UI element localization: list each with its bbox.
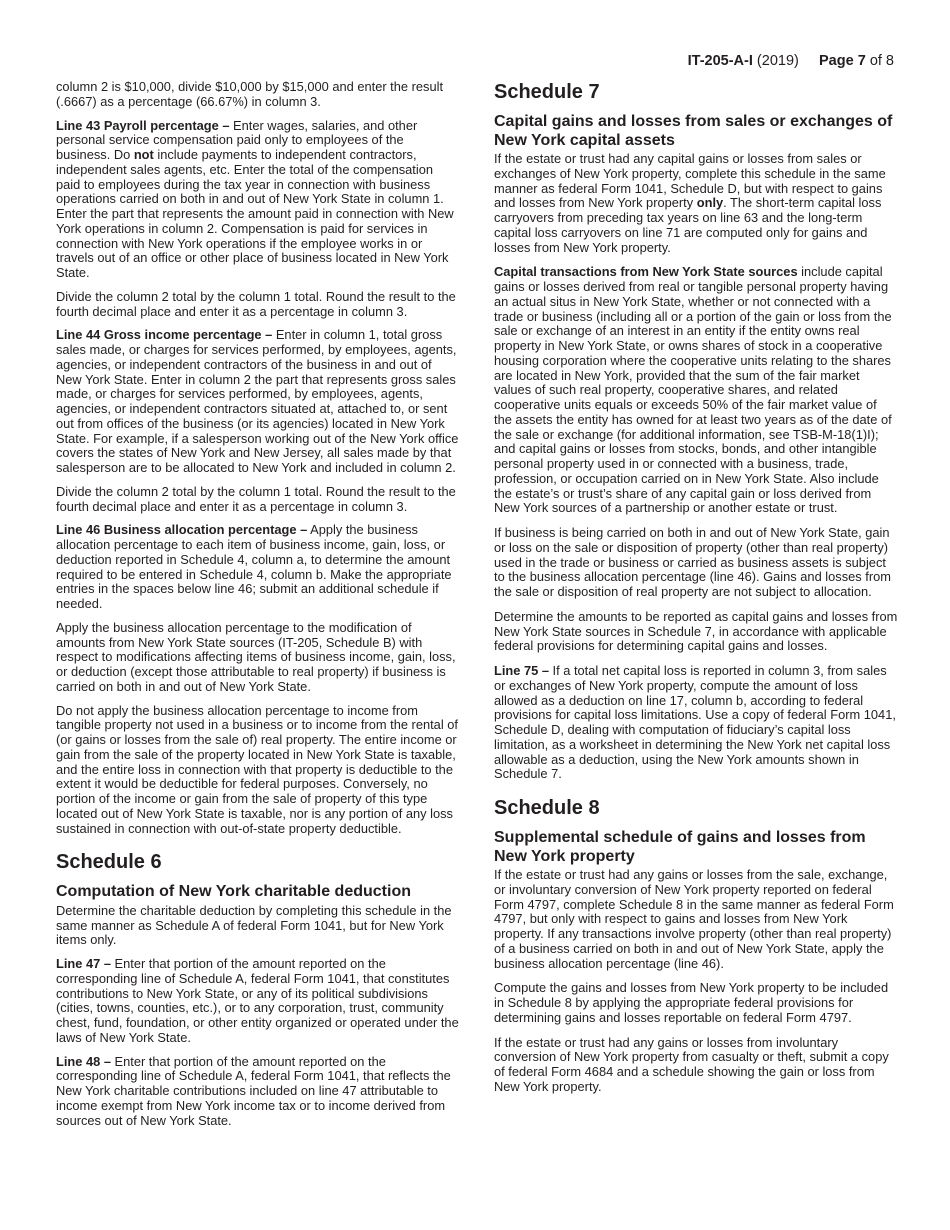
line75-label: Line 75 – — [494, 663, 549, 678]
divide-paragraph-1: Divide the column 2 total by the column 1 total. Round the result to the fourth decimal place and enter it as a percentage in column 3. — [56, 288, 456, 319]
line44-paragraph: Line 44 Gross income percentage – Enter in column 1, total gross sales made, or charges for services performed, by employees, agents, agencies, or independent contractors of the business in and out of New York State. Enter in column 2 the part that represents gross sales made, or charges for services performed, by employees, agents, agencies, or independent contractors situated at, attached to, or sent out from offices of the business (or its agencies) located in New York State. For example, if a salesperson working out of the New York office covers the states of New York and New Jersey, all sales made by that salesperson are to be allocated to New York and included in column 2. — [56, 327, 459, 475]
line43-paragraph: Line 43 Payroll percentage – Enter wages, salaries, and other personal service compensation paid only to employees of the business. Do not include payments to independent contractors, independent sales agents, etc. Enter the total of the compensation paid to employees during the tax year in connection with business operations carried on both in and out of New York State in column 1. Enter the part that represents the amount paid in connection with New York operations in column 2. Compensation is paid for services in connection with New York operations if the employee works in or travels out of an office or other place of business located in New York State. — [56, 117, 454, 280]
compute-paragraph: Compute the gains and losses from New York property to be included in Schedule 8 by applying the appropriate federal provisions for determining gains and losses reportable on federal Form 4797. — [494, 980, 889, 1025]
line47-paragraph: Line 47 – Enter that portion of the amount reported on the corresponding line of Schedule A, federal Form 1041, that constitutes contributions to New York State, or any of its political subdivisions (cities, towns, counties, etc.), or to any corporation, trust, community chest, fund, foundation, or other entity organized or operated under the laws of New York State. — [56, 956, 459, 1045]
right-column — [494, 80, 898, 1105]
line46-paragraph: Line 46 Business allocation percentage – Apply the business allocation percentage to each item of business income, gain, loss, or deduction reported in Schedule 4, column a, to determine the amount required to be entered in Schedule 4, column b. Make the appropriate entries in the spaces below line 46; submit an additional schedule if needed. — [56, 522, 452, 611]
schedule6-subtitle: Computation of New York charitable deduction — [56, 883, 411, 901]
schedule6-intro: Determine the charitable deduction by completing this schedule in the same manner as Schedule A of federal Form 1041, but for New York items only. — [56, 902, 452, 948]
schedule8-title: Schedule 8 — [494, 797, 600, 819]
line46-label: Line 46 Business allocation percentage – — [56, 522, 308, 538]
page-header — [688, 53, 894, 70]
continuation-paragraph: column 2 is $10,000, divide $10,000 by $15,000 and enter the result (.6667) as a percentage (66.67%) in column 3. — [56, 79, 444, 109]
capital-transactions-label: Capital transactions from New York State sources — [494, 264, 798, 280]
line75-paragraph: Line 75 – If a total net capital loss is reported in column 3, from sales or exchanges of New York property, compute the amount of loss allowed as a deduction on line 17, column b, according to federal provisions for capital loss limitations. Use a copy of federal Form 1041, Schedule D, dealing with computation of fiduciary’s capital loss limitation, as a worksheet in determining the New York net capital loss allowable as a deduction, using the New York amounts shown in Schedule 7. — [494, 663, 896, 782]
business-both-paragraph: If business is being carried on both in and out of New York State, gain or loss on the sale or disposition of property (other than real property) used in the trade or business or carried as business assets is subject to the business allocation percentage (line 46). Gains and losses from the sale or disposition of real property are not subject to allocation. — [494, 525, 891, 599]
line48-paragraph: Line 48 – Enter that portion of the amount reported on the corresponding line of Schedule A, federal Form 1041, that reflects the New York charitable contributions included on line 47 attributable to income exempt from New York income tax or to income derived from sources out of New York State. — [56, 1053, 451, 1128]
schedule7-intro: If the estate or trust had any capital gains or losses from sales or exchanges of New York property, complete this schedule in the same manner as federal Form 1041, Schedule D, but with respect to gains and losses from New York property only. The short-term capital loss carryovers from preceding tax years on line 63 and the long-term capital loss carryovers on line 71 are computed only for gains and losses from New York property. — [494, 151, 886, 255]
page-number: 7 — [857, 53, 866, 69]
determine-paragraph: Determine the amounts to be reported as capital gains and losses from New York State sources in Schedule 7, in accordance with applicable federal provisions for determining capital gains and losses. — [494, 608, 898, 654]
line48-label: Line 48 – — [56, 1053, 111, 1069]
schedule6-title: Schedule 6 — [56, 851, 162, 874]
schedule8-intro: If the estate or trust had any gains or losses from the sale, exchange, or involuntary conversion of New York property reported on federal Form 4797, complete Schedule 8 in the same manner as federal Form 4797, but only with respect to gains and losses from New York property. If any transactions involve property (other than real property) of a business carried on both in and out of New York State, apply the business allocation percentage (line 46). — [494, 867, 894, 971]
page-of: of 8 — [869, 53, 894, 69]
line47-label: Line 47 – — [56, 956, 111, 971]
capital-transactions-paragraph: Capital transactions from New York State sources include capital gains or losses derived from real or tangible personal property having an actual situs in New York State, whether or not connected with a trade or business (including all or a portion of the gain or loss from the sale or exchange of an interest in an entity if the entity owns real property in New York State, or owns shares of stock in a cooperative housing corporation where the cooperative units relating to the shares are located in New York, provided that the sum of the fair market values of such real property, cooperative shares, and related cooperative units equals or exceeds 50% of the fair market value of the assets the entity has owned for at least two years as of the date of the sale or exchange (for additional information, see TSB-M-18(1)I); and capital gains or losses from stocks, bonds, and other intangible personal property used in or connected with a business, trade, profession, or occupation carried on in New York State. Also include the estate’s or trust’s share of any capital gain or loss derived from New York sources of a partnership or another estate or trust. — [494, 264, 892, 516]
page-label: Page — [819, 53, 854, 69]
schedule7-title: Schedule 7 — [494, 81, 600, 103]
line43-label: Line 43 Payroll percentage – — [56, 117, 230, 133]
form-id: IT-205-A-I — [687, 53, 753, 69]
involuntary-paragraph: If the estate or trust had any gains or losses from involuntary conversion of New York property from casualty or theft, submit a copy of federal Form 4684 and a schedule showing the gain or loss from New York property. — [494, 1034, 889, 1094]
divide-paragraph-2: Divide the column 2 total by the column 1 total. Round the result to the fourth decimal place and enter it as a percentage in column 3. — [56, 483, 456, 514]
form-year: (2019) — [756, 53, 799, 69]
apply-modification-paragraph: Apply the business allocation percentage to the modification of amounts from New York State sources (IT-205, Schedule B) with respect to modifications affecting items of business income, gain, loss, or deduction (except those attributable to real property) if business is carried on both in and out of New York State. — [56, 619, 456, 694]
do-not-apply-paragraph: Do not apply the business allocation percentage to income from tangible property not used in a business or to income from the rental of (or gains or losses from the sale of) real property. The entire income or gain from the sale of the property located in New York State is taxable, and the entire loss in connection with that property is deductible to the extent it would be deductible for federal purposes. Conversely, no portion of the income or gain from the sale of property of this type located out of New York State is taxable, nor is any portion of any loss sustained in connection with out-of-state property deductible. — [56, 702, 458, 836]
schedule8-subtitle: Supplemental schedule of gains and losses from New York property — [494, 829, 866, 865]
left-column — [56, 80, 460, 1137]
schedule7-subtitle: Capital gains and losses from sales or exchanges of New York capital assets — [494, 113, 893, 149]
line44-label: Line 44 Gross income percentage – — [56, 327, 273, 343]
